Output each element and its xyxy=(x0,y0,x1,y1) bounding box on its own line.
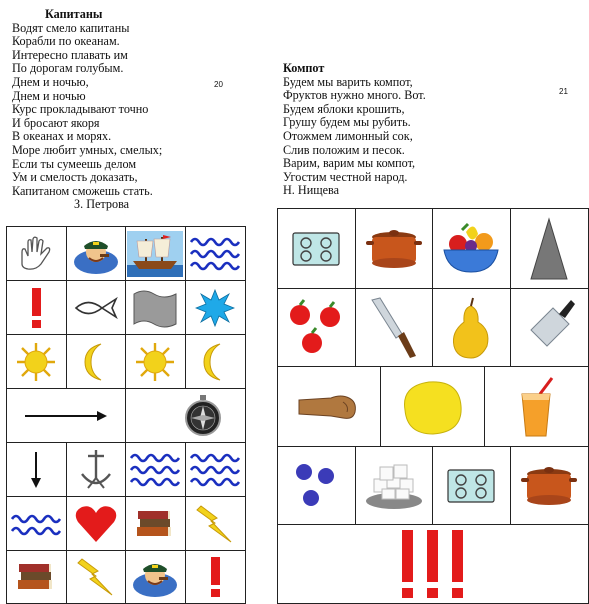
right-poem-title: Компот xyxy=(283,61,325,75)
sugar-cubes-icon xyxy=(364,461,424,511)
picture-cell xyxy=(186,551,246,603)
picture-row xyxy=(6,388,246,442)
exclamation-icon xyxy=(26,286,46,330)
waves-icon xyxy=(10,511,62,537)
picture-cell xyxy=(485,367,588,446)
picture-cell xyxy=(186,335,246,388)
sun-icon xyxy=(134,341,176,383)
picture-cell xyxy=(511,289,589,366)
flag-icon xyxy=(130,286,180,330)
picture-cell xyxy=(126,389,245,442)
waves-icon xyxy=(189,234,241,274)
lemon-icon xyxy=(397,376,467,438)
exclamation-icon xyxy=(205,555,225,599)
picture-cell xyxy=(126,551,186,603)
picture-cell xyxy=(356,447,434,524)
fruit-bowl-icon xyxy=(440,222,502,276)
cleaver-icon xyxy=(523,296,575,360)
hand-icon xyxy=(16,234,56,274)
picture-row xyxy=(6,334,246,388)
picture-cell xyxy=(7,227,67,280)
picture-cell xyxy=(126,281,186,334)
books-icon xyxy=(135,509,175,539)
poem-line: Будем яблоки крошить, xyxy=(283,101,405,116)
picture-cell xyxy=(356,289,434,366)
picture-cell xyxy=(67,551,127,603)
poem-line: Море любит умных, смелых; xyxy=(12,142,163,157)
poem-line: Будем мы варить компот, xyxy=(283,74,413,89)
picture-row xyxy=(6,496,246,550)
right-poem-author: Н. Нищева xyxy=(283,183,340,198)
hand-squeeze-icon xyxy=(297,390,361,424)
left-poem-title: Капитаны xyxy=(45,7,103,21)
ship-icon xyxy=(127,231,183,277)
stove-icon xyxy=(291,229,341,269)
knife-icon xyxy=(368,296,420,360)
picture-cell xyxy=(278,447,356,524)
right-picture-grid xyxy=(277,208,589,604)
picture-row xyxy=(6,550,246,604)
apples-icon xyxy=(284,297,348,359)
picture-cell xyxy=(278,525,588,603)
moon-icon xyxy=(83,342,109,382)
captain-icon xyxy=(71,232,121,276)
poem-line: Отожмем лимонный сок, xyxy=(283,128,413,143)
pot-icon xyxy=(521,464,577,508)
picture-cell xyxy=(433,289,511,366)
picture-row xyxy=(6,226,246,280)
left-picture-grid xyxy=(6,226,246,604)
poem-line: Варим, варим мы компот, xyxy=(283,156,416,171)
picture-cell xyxy=(186,443,246,496)
picture-cell xyxy=(433,447,511,524)
poem-line: По дорогам голубым. xyxy=(12,61,124,76)
moon-icon xyxy=(202,342,228,382)
picture-cell xyxy=(126,497,186,550)
anchor-icon xyxy=(78,448,114,492)
lightning-icon xyxy=(195,504,235,544)
picture-row xyxy=(277,366,589,446)
lightning-icon xyxy=(76,557,116,597)
picture-row xyxy=(277,524,589,604)
arrow-right-icon xyxy=(23,409,109,423)
picture-cell xyxy=(511,209,589,288)
waves-icon xyxy=(189,450,241,490)
triangle-icon xyxy=(529,217,569,281)
picture-row xyxy=(277,208,589,288)
fish-outline-icon xyxy=(72,295,120,321)
pot-icon xyxy=(366,227,422,271)
poem-line: Угостим честной народ. xyxy=(283,169,408,184)
picture-row xyxy=(6,442,246,496)
poem-line: В океанах и морях. xyxy=(12,129,112,144)
picture-cell xyxy=(67,281,127,334)
heart-icon xyxy=(74,504,118,544)
captain-icon xyxy=(130,555,180,599)
picture-cell xyxy=(126,227,186,280)
left-poem xyxy=(12,8,162,212)
splash-icon xyxy=(195,288,235,328)
page-number-right: 21 xyxy=(559,87,568,96)
plums-icon xyxy=(291,460,341,512)
poem-line: Капитаном сможешь стать. xyxy=(12,183,153,198)
poem-line: Если ты сумеешь делом xyxy=(12,156,137,171)
picture-cell xyxy=(7,551,67,603)
compass-icon xyxy=(183,395,223,437)
picture-cell xyxy=(7,335,67,388)
left-poem-author: З. Петрова xyxy=(74,197,130,212)
poem-line: Слив положим и песок. xyxy=(283,142,405,157)
picture-cell xyxy=(278,289,356,366)
stove-icon xyxy=(446,466,496,506)
picture-row xyxy=(277,288,589,366)
poem-line: Днем и ночью xyxy=(12,88,86,103)
juice-glass-icon xyxy=(516,376,556,438)
picture-cell xyxy=(126,335,186,388)
picture-cell xyxy=(186,227,246,280)
right-poem xyxy=(283,62,426,198)
triple-exclamation-icon xyxy=(398,528,468,600)
picture-cell xyxy=(67,227,127,280)
picture-cell xyxy=(7,443,67,496)
picture-cell xyxy=(278,209,356,288)
picture-row xyxy=(6,280,246,334)
picture-cell xyxy=(7,389,126,442)
picture-cell xyxy=(67,335,127,388)
picture-cell xyxy=(278,367,381,446)
arrow-down-icon xyxy=(29,450,43,490)
picture-row xyxy=(277,446,589,524)
picture-cell xyxy=(186,281,246,334)
picture-cell xyxy=(381,367,484,446)
page-number-left: 20 xyxy=(214,80,223,89)
poem-line: Фруктов нужно много. Вот. xyxy=(283,88,426,103)
picture-cell xyxy=(356,209,434,288)
books-icon xyxy=(16,562,56,592)
pear-icon xyxy=(449,296,493,360)
poem-line: Ум и смелость доказать, xyxy=(12,170,138,185)
waves-icon xyxy=(129,450,181,490)
picture-cell xyxy=(67,497,127,550)
picture-cell xyxy=(67,443,127,496)
poem-line: Днем и ночью, xyxy=(12,74,89,89)
picture-cell xyxy=(186,497,246,550)
sun-icon xyxy=(15,341,57,383)
picture-cell xyxy=(511,447,589,524)
picture-cell xyxy=(7,497,67,550)
poem-line: Интересно плавать им xyxy=(12,47,128,62)
poem-line: Курс прокладывают точно xyxy=(12,102,149,117)
poem-line: И бросают якоря xyxy=(12,115,100,130)
poem-line: Корабли по океанам. xyxy=(12,34,120,49)
picture-cell xyxy=(126,443,186,496)
poem-line: Грушу будем мы рубить. xyxy=(283,115,411,130)
picture-cell xyxy=(433,209,511,288)
picture-cell xyxy=(7,281,67,334)
poem-line: Водят смело капитаны xyxy=(12,20,130,35)
